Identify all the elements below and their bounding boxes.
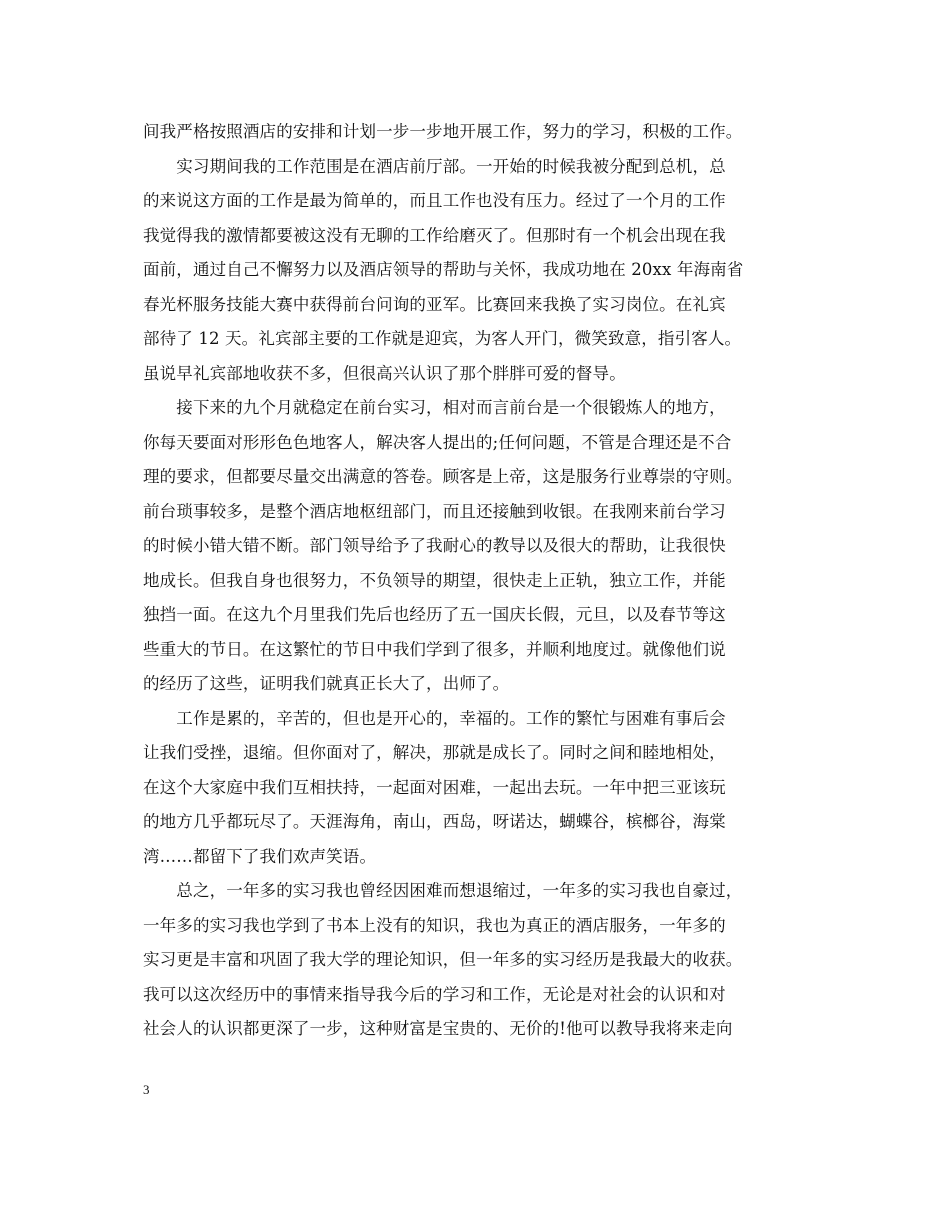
- text-line: 实习更是丰富和巩固了我大学的理论知识，但一年多的实习经历是我最大的收获。: [143, 950, 743, 969]
- text-line: 的时候小错大错不断。部门领导给予了我耐心的教导以及很大的帮助，让我很快: [143, 536, 726, 555]
- text-line: 些重大的节日。在这繁忙的节日中我们学到了很多，并顺利地度过。就像他们说: [143, 639, 726, 659]
- text-line: 部待了 12 天。礼宾部主要的工作就是迎宾，为客人开门，微笑致意，指引客人。: [143, 329, 742, 348]
- text-line: 你每天要面对形形色色地客人，解决客人提出的;任何问题，不管是合理还是不合: [143, 432, 732, 452]
- text-line: 我可以这次经历中的事情来指导我今后的学习和工作，无论是对社会的认识和对: [143, 984, 726, 1004]
- text-line: 总之，一年多的实习我也曾经因困难而想退缩过，一年多的实习我也自豪过，: [143, 881, 743, 900]
- text-line: 春光杯服务技能大赛中获得前台问询的亚军。比赛回来我换了实习岗位。在礼宾: [143, 294, 726, 314]
- text-line: 理的要求，但都要尽量交出满意的答卷。顾客是上帝，这是服务行业尊崇的守则。: [143, 467, 743, 486]
- text-line: 的来说这方面的工作是最为简单的，而且工作也没有压力。经过了一个月的工作: [143, 191, 726, 210]
- text-line: 面前，通过自己不懈努力以及酒店领导的帮助与关怀，我成功地在 20xx 年海南省: [143, 260, 744, 279]
- text-line: 在这个大家庭中我们互相扶持，一起面对困难，一起出去玩。一年中把三亚该玩: [143, 777, 726, 797]
- text-line: 的经历了这些，证明我们就真正长大了，出师了。: [143, 674, 510, 693]
- text-line: 湾……都留下了我们欢声笑语。: [143, 846, 377, 866]
- text-line: 社会人的认识都更深了一步，这种财富是宝贵的、无价的!他可以教导我将来走向: [143, 1019, 733, 1038]
- text-line: 实习期间我的工作范围是在酒店前厅部。一开始的时候我被分配到总机，总: [143, 156, 726, 176]
- text-line: 间我严格按照酒店的安排和计划一步一步地开展工作，努力的学习，积极的工作。: [143, 122, 743, 141]
- text-line: 虽说早礼宾部地收获不多，但很高兴认识了那个胖胖可爱的督导。: [143, 363, 626, 383]
- text-line: 前台琐事较多，是整个酒店地枢纽部门，而且还接触到收银。在我刚来前台学习: [143, 501, 726, 521]
- text-line: 的地方几乎都玩尽了。天涯海角，南山，西岛，呀诺达，蝴蝶谷，槟榔谷，海棠: [143, 812, 726, 831]
- text-line: 地成长。但我自身也很努力，不负领导的期望，很快走上正轨，独立工作，并能: [143, 570, 726, 590]
- text-line: 一年多的实习我也学到了书本上没有的知识，我也为真正的酒店服务，一年多的: [143, 915, 726, 935]
- text-line: 独挡一面。在这九个月里我们先后也经历了五一国庆长假，元旦，以及春节等这: [143, 605, 726, 624]
- page-number: 3: [143, 1082, 150, 1097]
- text-line: 工作是累的，辛苦的，但也是开心的，幸福的。工作的繁忙与困难有事后会: [143, 708, 726, 728]
- text-line: 让我们受挫，退缩。但你面对了，解决，那就是成长了。同时之间和睦地相处，: [143, 743, 726, 762]
- body-text: [143, 115, 825, 1047]
- text-line: 我觉得我的激情都要被这没有无聊的工作给磨灭了。但那时有一个机会出现在我: [143, 225, 726, 245]
- text-line: 接下来的九个月就稳定在前台实习，相对而言前台是一个很锻炼人的地方，: [143, 398, 726, 417]
